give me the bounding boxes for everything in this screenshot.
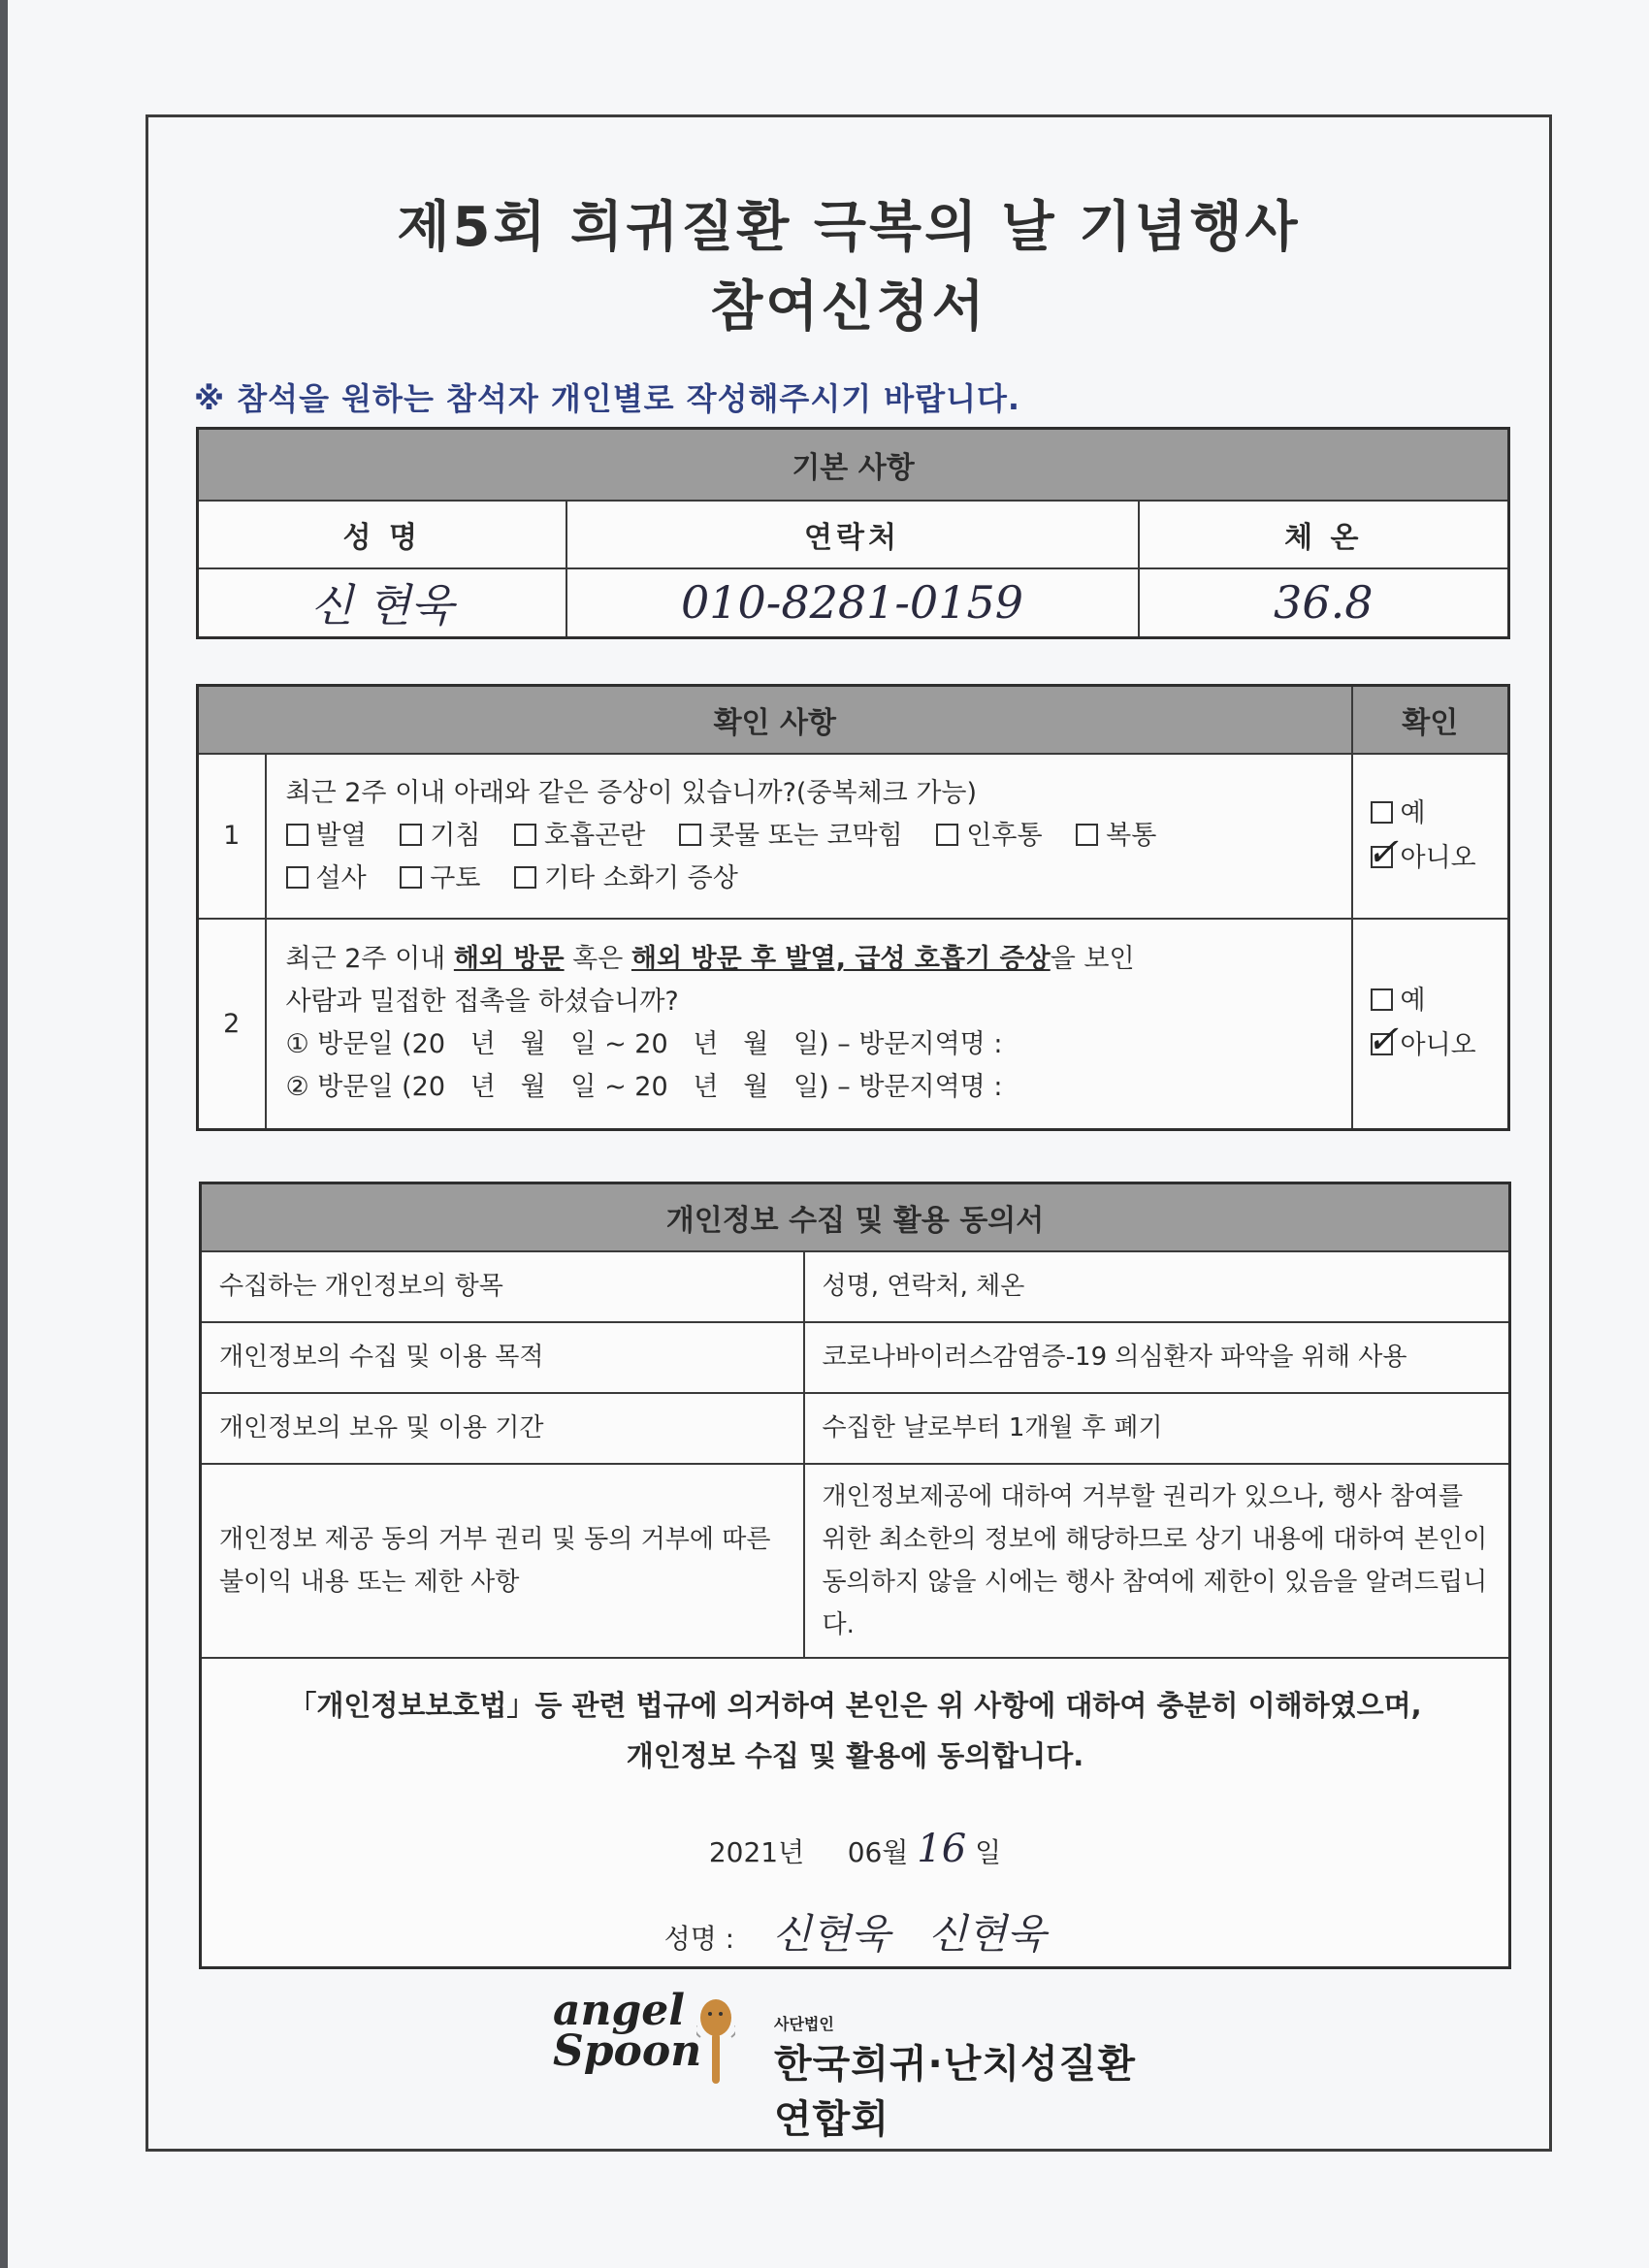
symptom-vomiting[interactable]: 구토 <box>400 863 480 893</box>
checkbox-icon[interactable] <box>514 866 536 889</box>
declaration-line2: 개인정보 수집 및 활용에 동의합니다. <box>626 1738 1084 1772</box>
name-value[interactable]: 신 현욱 <box>309 579 454 632</box>
temperature-header: 체 온 <box>1139 501 1509 568</box>
sign-name[interactable]: 신현욱 <box>772 1909 890 1958</box>
confirm-check-header: 확인 <box>1352 686 1509 754</box>
basic-info-table <box>196 427 1510 639</box>
item-1-answer <box>1352 754 1509 919</box>
angel-spoon-wordmark: angel Spoon <box>553 1986 702 2076</box>
org-prefix: 사단법인 <box>774 2015 834 2033</box>
item-2-answer <box>1352 919 1509 1130</box>
consent-row-value: 성명, 연락처, 체온 <box>804 1251 1510 1322</box>
item-number: 2 <box>198 919 266 1130</box>
symptom-runny-nose[interactable]: 콧물 또는 코막힘 <box>679 821 903 851</box>
date-year: 2021년 <box>708 1835 805 1868</box>
confirm-table <box>196 684 1510 1131</box>
item-1-no[interactable]: ✓ 아니오 <box>1366 829 1476 875</box>
item-2-question <box>266 919 1352 1130</box>
item-2-question-line1: 최근 2주 이내 해외 방문 혹은 해외 방문 후 발열, 급성 호흡기 증상을 보인 <box>285 944 1135 975</box>
date-month: 06월 <box>847 1835 909 1868</box>
checkbox-icon[interactable] <box>286 866 308 889</box>
item-2-no[interactable]: ✓ 아니오 <box>1366 1018 1476 1063</box>
consent-date <box>219 1824 1491 1878</box>
checkbox-icon[interactable] <box>286 824 308 846</box>
checkbox-icon[interactable] <box>1076 824 1098 846</box>
symptom-row-2 <box>286 858 1332 900</box>
spoon-icon <box>696 1998 735 2088</box>
visit-date-2[interactable]: ② 방문일 (20 년 월 일 ~ 20 년 월 일) – 방문지역명 : <box>285 1072 1003 1103</box>
notice-text: ※ 참석을 원하는 참석자 개인별로 작성해주시기 바랍니다. <box>194 380 1021 417</box>
consent-row-value: 코로나바이러스감염증-19 의심환자 파악을 위해 사용 <box>804 1322 1510 1393</box>
temperature-value[interactable]: 36.8 <box>1274 576 1374 630</box>
checkbox-icon[interactable] <box>400 824 422 846</box>
consent-row-label: 수집하는 개인정보의 항목 <box>201 1251 804 1322</box>
checkbox-icon[interactable] <box>514 824 536 846</box>
date-day[interactable]: 16 <box>917 1826 967 1871</box>
consent-row-label: 개인정보의 보유 및 이용 기간 <box>201 1393 804 1464</box>
phone-header: 연락처 <box>566 501 1139 568</box>
checked-checkbox-icon[interactable]: ✓ <box>1366 829 1400 875</box>
consent-row-value: 개인정보제공에 대하여 거부할 권리가 있으나, 행사 참여를 위한 최소한의 정보에 해당하므로 상기 내용에 대하여 본인이 동의하지 않을 시에는 행사 참여에 제한이 있음을 알려드립니다. <box>804 1464 1510 1658</box>
consent-table <box>199 1182 1511 1969</box>
symptom-digestive-other[interactable]: 기타 소화기 증상 <box>514 863 738 893</box>
symptom-diarrhea[interactable]: 설사 <box>286 863 367 893</box>
item-number: 1 <box>198 754 266 919</box>
symptom-row-1 <box>286 815 1332 858</box>
phone-value[interactable]: 010-8281-0159 <box>680 576 1024 630</box>
symptom-stomachache[interactable]: 복통 <box>1076 821 1156 851</box>
checked-checkbox-icon[interactable]: ✓ <box>1366 1018 1400 1063</box>
signature[interactable]: 신현욱 <box>927 1909 1047 1958</box>
item-2-question-line2: 사람과 밀접한 접촉을 하셨습니까? <box>285 987 679 1018</box>
basic-section-title: 기본 사항 <box>198 429 1509 501</box>
symptom-breathing[interactable]: 호흡곤란 <box>514 821 645 851</box>
checkbox-icon[interactable] <box>1371 988 1393 1011</box>
consent-row-label: 개인정보 제공 동의 거부 권리 및 동의 거부에 따른 불이익 내용 또는 제한 사항 <box>201 1464 804 1658</box>
consent-row-label: 개인정보의 수집 및 이용 목적 <box>201 1322 804 1393</box>
checkbox-icon[interactable] <box>400 866 422 889</box>
checkbox-icon[interactable] <box>936 824 958 846</box>
item-1-question-text: 최근 2주 이내 아래와 같은 증상이 있습니까?(중복체크 가능) <box>285 777 978 808</box>
item-2-yes[interactable]: 예 <box>1371 979 1507 1023</box>
declaration-line1: 「개인정보보호법」등 관련 법규에 의거하여 본인은 위 사항에 대하여 충분히 이해하였으며, <box>288 1688 1422 1722</box>
scan-edge <box>0 0 8 2268</box>
symptom-cough[interactable]: 기침 <box>400 821 480 851</box>
consent-section-title: 개인정보 수집 및 활용 동의서 <box>201 1183 1510 1251</box>
date-day-suffix: 일 <box>975 1835 1002 1868</box>
form-title-line1: 제5회 희귀질환 극복의 날 기념행사 <box>397 196 1301 259</box>
consent-signature-line <box>219 1909 1491 1964</box>
consent-row-value: 수집한 날로부터 1개월 후 폐기 <box>804 1393 1510 1464</box>
name-header: 성 명 <box>198 501 566 568</box>
item-1-yes[interactable]: 예 <box>1371 792 1507 836</box>
organization-logo <box>553 1986 1174 2142</box>
confirm-section-title: 확인 사항 <box>198 686 1352 754</box>
visit-date-1[interactable]: ① 방문일 (20 년 월 일 ~ 20 년 월 일) – 방문지역명 : <box>285 1029 1003 1060</box>
checkbox-icon[interactable] <box>679 824 701 846</box>
symptom-fever[interactable]: 발열 <box>286 821 367 851</box>
symptom-sore-throat[interactable]: 인후통 <box>936 821 1042 851</box>
consent-declaration <box>201 1658 1510 1968</box>
form-title-line2: 참여신청서 <box>710 275 987 339</box>
sign-label: 성명 : <box>663 1922 735 1955</box>
org-name: 한국희귀·난치성질환연합회 <box>774 2042 1136 2142</box>
item-1-question <box>266 754 1352 919</box>
checkbox-icon[interactable] <box>1371 801 1393 824</box>
